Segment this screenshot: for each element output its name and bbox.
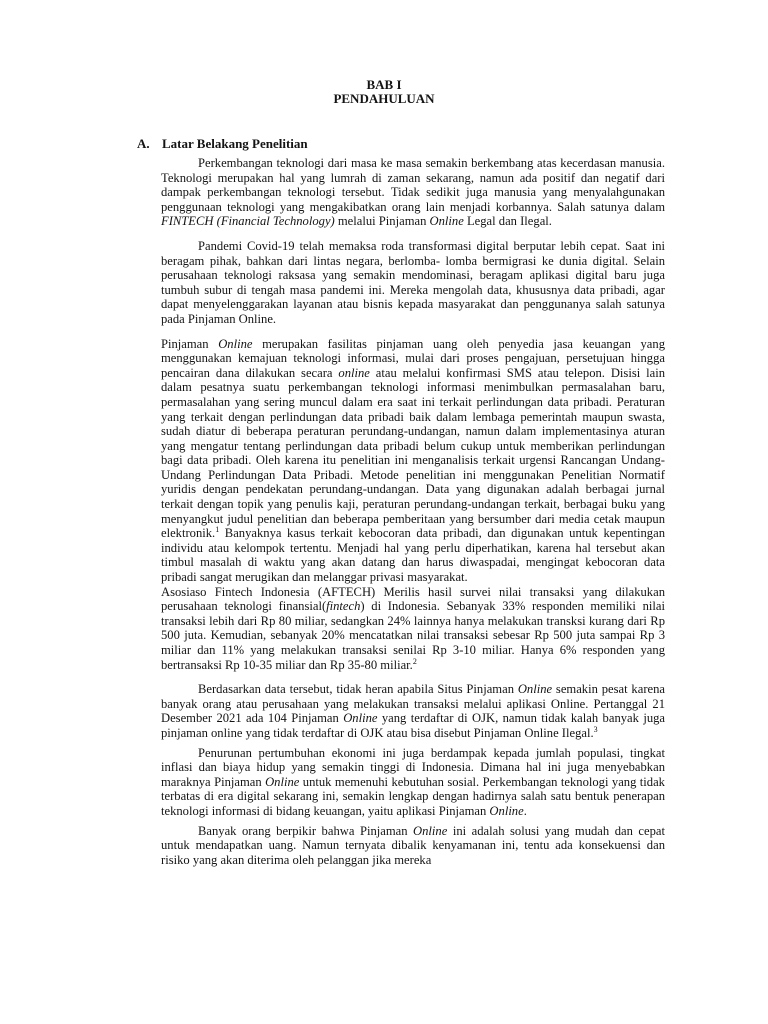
section-heading: [137, 137, 308, 152]
paragraph-2: Pandemi Covid-19 telah memaksa roda transformasi digital berputar lebih cepat. Saat ini beragam pihak, bahkan dari lintas negara, berlomba- lomba bermigrasi ke dunia digital. Selain perusahaan teknologi raksasa yang semakin mendominasi, beragam aplikasi digital baru juga tumbuh subur di tengah masa pandemi ini. Mereka mengolah data, khususnya data pribadi, agar dapat menyelenggarakan layanan atau bisnis kepada masyarakat dan penggunanya salah satunya pada Pinjaman Online.: [161, 238, 665, 326]
section-letter: A.: [137, 136, 150, 151]
paragraph-3: Pinjaman Online merupakan fasilitas pinjaman uang oleh penyedia jasa keuangan yang menggunakan kemajuan teknologi informasi, mulai dari proses pengajuan, persetujuan hingga pencairan dana dilakukan secara online atau melalui konfirmasi SMS atau telepon. Disisi lain dalam pesatnya suatu perkembangan teknologi informasi menimbulkan permasalahan baru, permasalahan yang sering muncul dalam era saat ini terkait perlindungan data pribadi. Peraturan yang terkait dengan perlindungan data pribadi baik dalam lembaga pemerintah maupun swasta, sudah diatur di beberapa peraturan perundang-undangan, namun dalam implementasinya aturan yang mengatur tentang perlindungan data pribadi belum cukup untuk memberikan perlindungan bagi data pribadi. Oleh karena itu penelitian ini menganalisis terkait urgensi Rancangan Undang- Undang Perlindungan Data Pribadi. Metode penelitian ini menggunakan Penelitian Normatif yuridis dengan pendekatan perundang-undangan. Data yang digunakan adalah berbagai jurnal terkait dengan topik yang penulis kaji, peraturan perundang-undangan terkait, berbagai buku yang menyangkut judul penelitian dan beberapa pemberitaan yang bersumber dari media cetak maupun elektronik.$^1$ Banyaknya kasus terkait kebocoran data pribadi, dan digunakan untuk kepentingan individu atau kelompok tertentu. Menjadi hal yang perlu diperhatikan, karena hal tersebut akan timbul masalah di waktu yang akan datang dan harus diwaspadai, mengingat kebocoran data pribadi sangat merugikan dan melanggar privasi masyarakat.: [161, 336, 665, 585]
paragraph-6: Penurunan pertumbuhan ekonomi ini juga berdampak kepada jumlah populasi, tingkat inflasi dan biaya hidup yang semakin tinggi di Indonesia. Dimana hal ini juga menyebabkan maraknya Pinjaman Online untuk memenuhi kebutuhan sosial. Perkembangan teknologi yang tidak terbatas di era digital sekarang ini, semakin lengkap dengan hadirnya salah satu bentuk penerapan teknologi informasi di bidang keuangan, yaitu aplikasi Pinjaman Online.: [161, 745, 665, 818]
body-text: [161, 156, 665, 867]
chapter-title: PENDAHULUAN: [333, 91, 435, 106]
paragraph-4: Asosiaso Fintech Indonesia (AFTECH) Merilis hasil survei nilai transaksi yang dilakukan perusahaan teknologi finansial(fintech) di Indonesia. Sebanyak 33% responden memiliki nilai transaksi lebih dari Rp 80 miliar, sedangkan 24% lainnya hanya melakukan transksi kurang dari Rp 500 juta. Kemudian, sebanyak 20% mencatatkan nilai transaksi sebesar Rp 500 juta sampai Rp 3 miliar dan 11% yang melakukan transaksi senilai Rp 3-10 miliar. Hanya 6% responden yang bertransaksi Rp 10-35 miliar dan Rp 35-80 miliar.$^2$: [161, 584, 665, 672]
footnote-ref-1: 1: [215, 525, 220, 535]
chapter-number: BAB I: [366, 77, 402, 92]
paragraph-5: Berdasarkan data tersebut, tidak heran apabila Situs Pinjaman Online semakin pesat karena banyak orang atau perusahaan yang melakukan transaksi melalui aplikasi Online. Pertanggal 21 Desember 2021 ada 104 Pinjaman Online yang terdaftar di OJK, namun tidak kalah banyak juga pinjaman online yang tidak terdaftar di OJK atau bisa disebut Pinjaman Online Ilegal.$^3$: [161, 682, 666, 740]
paragraph-7: Banyak orang berpikir bahwa Pinjaman Online ini adalah solusi yang mudah dan cepat untuk mendapatkan uang. Namun ternyata dibalik kenyamanan ini, tentu ada konsekuensi dan risiko yang akan diterima oleh pelanggan jika mereka: [161, 823, 665, 867]
footnote-ref-3: 3: [593, 724, 598, 734]
section-title: Latar Belakang Penelitian: [162, 136, 308, 151]
footnote-ref-2: 2: [412, 656, 417, 666]
paragraph-1: Perkembangan teknologi dari masa ke masa semakin berkembang atas kecerdasan manusia. Teknologi merupakan hal yang lumrah di zaman sekarang, namun ada positif dan negatif dari dampak perkembangan teknologi tersebut. Tidak sedikit juga manusia yang menyalahgunakan penggunaan teknologi yang mengakibatkan orang lain menjadi korbannya. Salah satunya dalam FINTECH (Financial Technology) melalui Pinjaman Online Legal dan Ilegal.: [161, 156, 665, 229]
